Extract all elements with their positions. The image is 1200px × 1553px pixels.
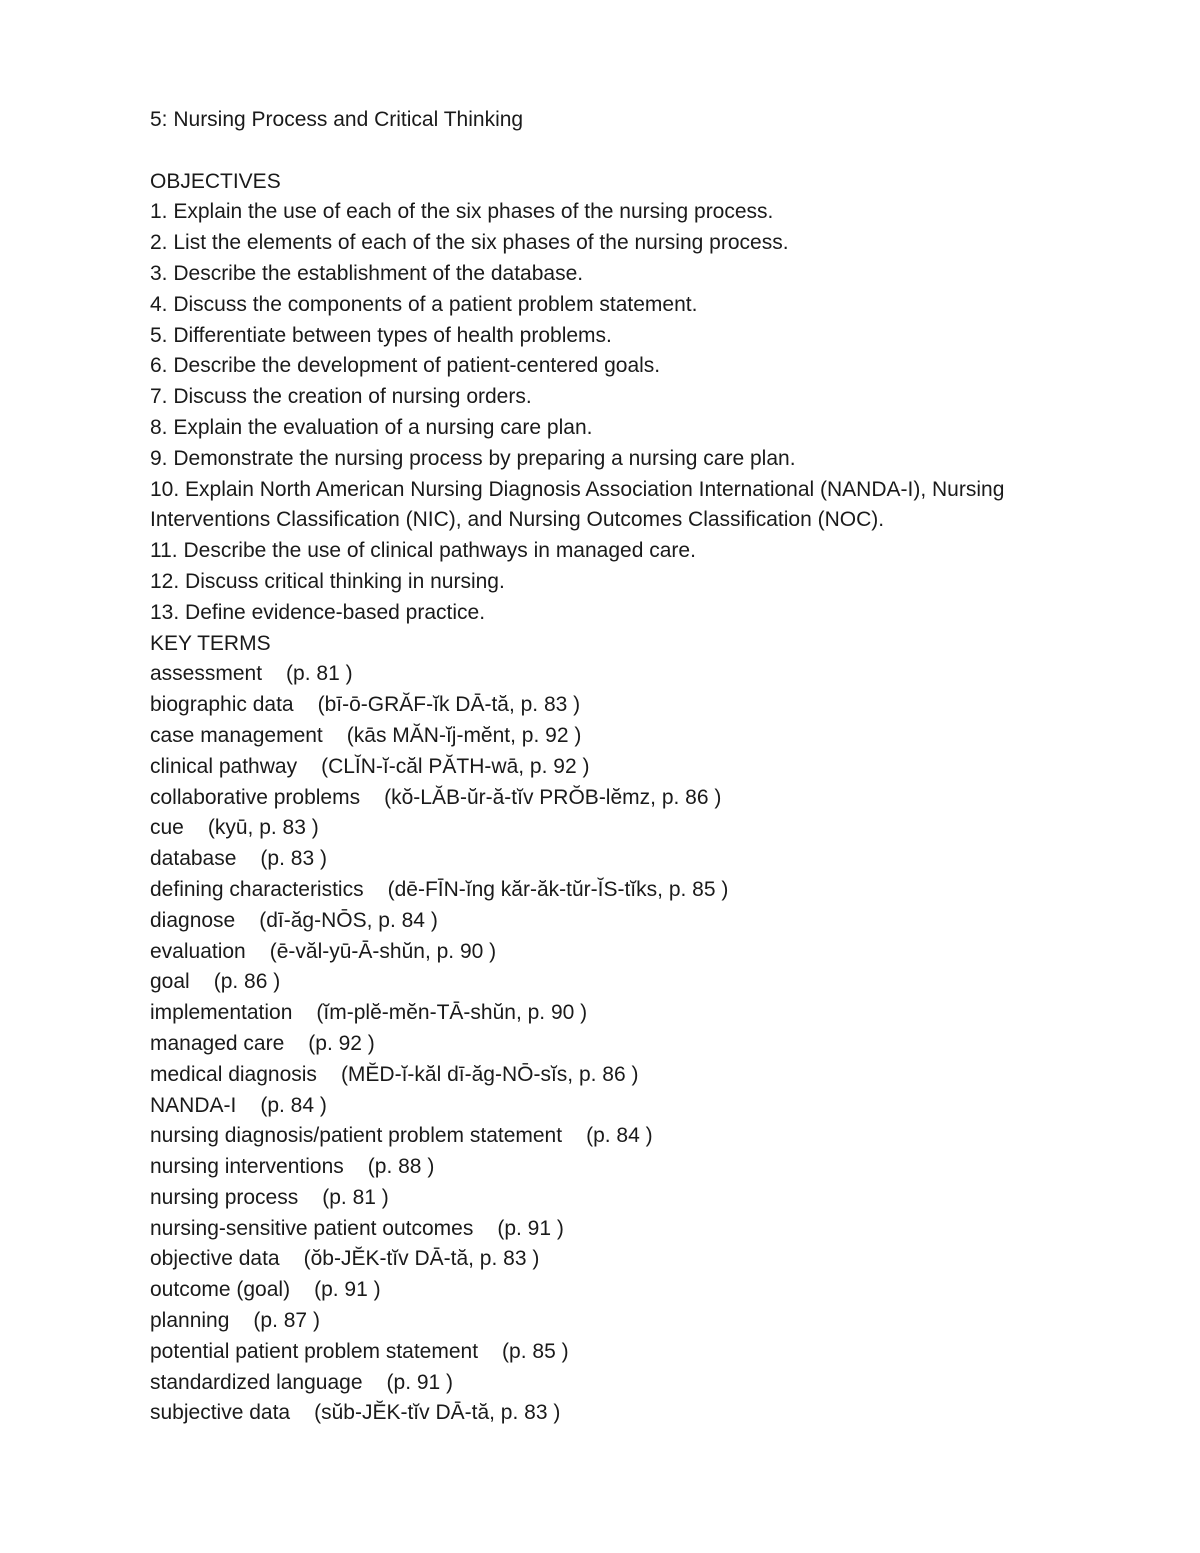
key-term: nursing interventions: [150, 1155, 344, 1179]
key-terms-list: [150, 659, 1080, 1429]
key-term-row: [150, 1029, 1080, 1060]
key-term-reference: (ŏb-JĔK-tĭv DĀ-tă, p. 83 ): [303, 1247, 540, 1271]
key-term-reference: (p. 84 ): [260, 1093, 327, 1117]
key-term-reference: (p. 85 ): [502, 1339, 569, 1363]
key-term-row: [150, 1091, 1080, 1122]
key-term-reference: (p. 83 ): [260, 847, 327, 871]
key-term: nursing diagnosis/patient problem statement: [150, 1124, 563, 1148]
objective-item: 6. Describe the development of patient-centered goals.: [150, 354, 661, 378]
key-term: evaluation: [150, 939, 246, 963]
key-term-reference: (p. 86 ): [213, 970, 281, 994]
key-term-reference: (p. 91 ): [314, 1278, 381, 1302]
key-term-reference: (p. 88 ): [367, 1155, 435, 1179]
key-term: objective data: [150, 1247, 280, 1271]
objective-item: 3. Describe the establishment of the database.: [150, 261, 584, 285]
key-term: clinical pathway: [150, 754, 298, 778]
key-term-reference: (MĔD-ĭ-kăl dī-ăg-NŌ-sĭs, p. 86 ): [340, 1062, 639, 1086]
key-term-reference: (bī-ō-GRĂF-ĭk DĀ-tă, p. 83 ): [317, 693, 581, 717]
key-term-row: [150, 1152, 1080, 1183]
key-term: diagnose: [150, 908, 236, 932]
key-term: implementation: [150, 1001, 293, 1025]
key-term-row: [150, 752, 1080, 783]
key-term: assessment: [150, 662, 263, 686]
key-term: medical diagnosis: [150, 1062, 317, 1086]
key-term-row: [150, 1214, 1080, 1245]
objective-item: 10. Explain North American Nursing Diagnosis Association International (NANDA-I), Nursing Interventions Classification (NIC), and Nursing Outcomes Classification (NOC).: [150, 477, 1005, 532]
key-term: collaborative problems: [150, 785, 361, 809]
key-term: planning: [150, 1309, 230, 1333]
objective-item: 12. Discuss critical thinking in nursing.: [150, 569, 505, 593]
objective-item: 11. Describe the use of clinical pathways in managed care.: [150, 539, 696, 563]
key-term-reference: (p. 87 ): [253, 1309, 320, 1333]
key-term-reference: (p. 81 ): [322, 1185, 389, 1209]
key-term: goal: [150, 970, 190, 994]
key-term: database: [150, 847, 237, 871]
objectives-heading: OBJECTIVES: [150, 169, 281, 193]
key-term-row: [150, 875, 1080, 906]
key-term-row: [150, 998, 1080, 1029]
key-term-row: [150, 1275, 1080, 1306]
document-page: [150, 105, 1080, 1429]
key-term-row: [150, 813, 1080, 844]
key-term-row: [150, 1368, 1080, 1399]
key-term-reference: (ĭm-plĕ-mĕn-TĀ-shŭn, p. 90 ): [316, 1001, 588, 1025]
objective-item: 5. Differentiate between types of health problems.: [150, 323, 612, 347]
objective-item: 7. Discuss the creation of nursing orders.: [150, 385, 532, 409]
objective-item: 1. Explain the use of each of the six phases of the nursing process.: [150, 200, 774, 224]
key-term-reference: (dī-ăg-NŌS, p. 84 ): [259, 908, 438, 932]
key-term-reference: (kŏ-LĂB-ŭr-ă-tĭv PRŎB-lĕmz, p. 86 ): [384, 785, 722, 809]
key-term: biographic data: [150, 693, 294, 717]
spacer: [150, 136, 1080, 167]
key-term-reference: (CLĬN-ĭ-căl PĂTH-wā, p. 92 ): [321, 754, 590, 778]
key-term-reference: (p. 91 ): [386, 1370, 454, 1394]
key-term-row: [150, 844, 1080, 875]
objectives-list: [150, 197, 1080, 628]
objective-item: 8. Explain the evaluation of a nursing care plan.: [150, 415, 593, 439]
key-term-row: [150, 1306, 1080, 1337]
key-term: nursing process: [150, 1185, 299, 1209]
key-terms-heading: KEY TERMS: [150, 631, 271, 655]
key-term: defining characteristics: [150, 877, 364, 901]
key-term-row: [150, 1337, 1080, 1368]
key-term: outcome (goal): [150, 1278, 291, 1302]
key-term: standardized language: [150, 1370, 363, 1394]
key-term-row: [150, 721, 1080, 752]
key-term-reference: (p. 91 ): [497, 1216, 564, 1240]
key-term-row: [150, 937, 1080, 968]
key-term-row: [150, 967, 1080, 998]
key-term-reference: (kās MĂN-ĭj-mĕnt, p. 92 ): [346, 723, 582, 747]
key-term-reference: (sŭb-JĔK-tĭv DĀ-tă, p. 83 ): [314, 1401, 561, 1425]
key-term-row: [150, 659, 1080, 690]
key-term: cue: [150, 816, 184, 840]
chapter-title: 5: Nursing Process and Critical Thinking: [150, 108, 524, 131]
key-term-row: [150, 906, 1080, 937]
objective-item: 4. Discuss the components of a patient problem statement.: [150, 292, 698, 316]
objective-item: 2. List the elements of each of the six phases of the nursing process.: [150, 231, 789, 255]
key-term-row: [150, 690, 1080, 721]
key-term-row: [150, 783, 1080, 814]
key-term: subjective data: [150, 1401, 291, 1425]
key-term-reference: (dē-FĪN-ĭng kăr-ăk-tŭr-ĬS-tĭks, p. 85 ): [387, 877, 729, 901]
key-term-reference: (kyū, p. 83 ): [207, 816, 319, 840]
key-term: potential patient problem statement: [150, 1339, 479, 1363]
key-term-row: [150, 1121, 1080, 1152]
key-term-row: [150, 1398, 1080, 1429]
key-term-reference: (ē-văl-yū-Ā-shŭn, p. 90 ): [269, 939, 497, 963]
key-term: NANDA-I: [150, 1093, 237, 1117]
key-term: case management: [150, 723, 323, 747]
key-term: managed care: [150, 1031, 285, 1055]
key-term-row: [150, 1244, 1080, 1275]
key-term-reference: (p. 92 ): [308, 1031, 375, 1055]
key-term-row: [150, 1060, 1080, 1091]
key-term-row: [150, 1183, 1080, 1214]
objective-item: 9. Demonstrate the nursing process by preparing a nursing care plan.: [150, 446, 796, 470]
key-term-reference: (p. 81 ): [286, 662, 353, 686]
objective-item: 13. Define evidence-based practice.: [150, 600, 486, 624]
key-term: nursing-sensitive patient outcomes: [150, 1216, 474, 1240]
key-term-reference: (p. 84 ): [586, 1124, 653, 1148]
